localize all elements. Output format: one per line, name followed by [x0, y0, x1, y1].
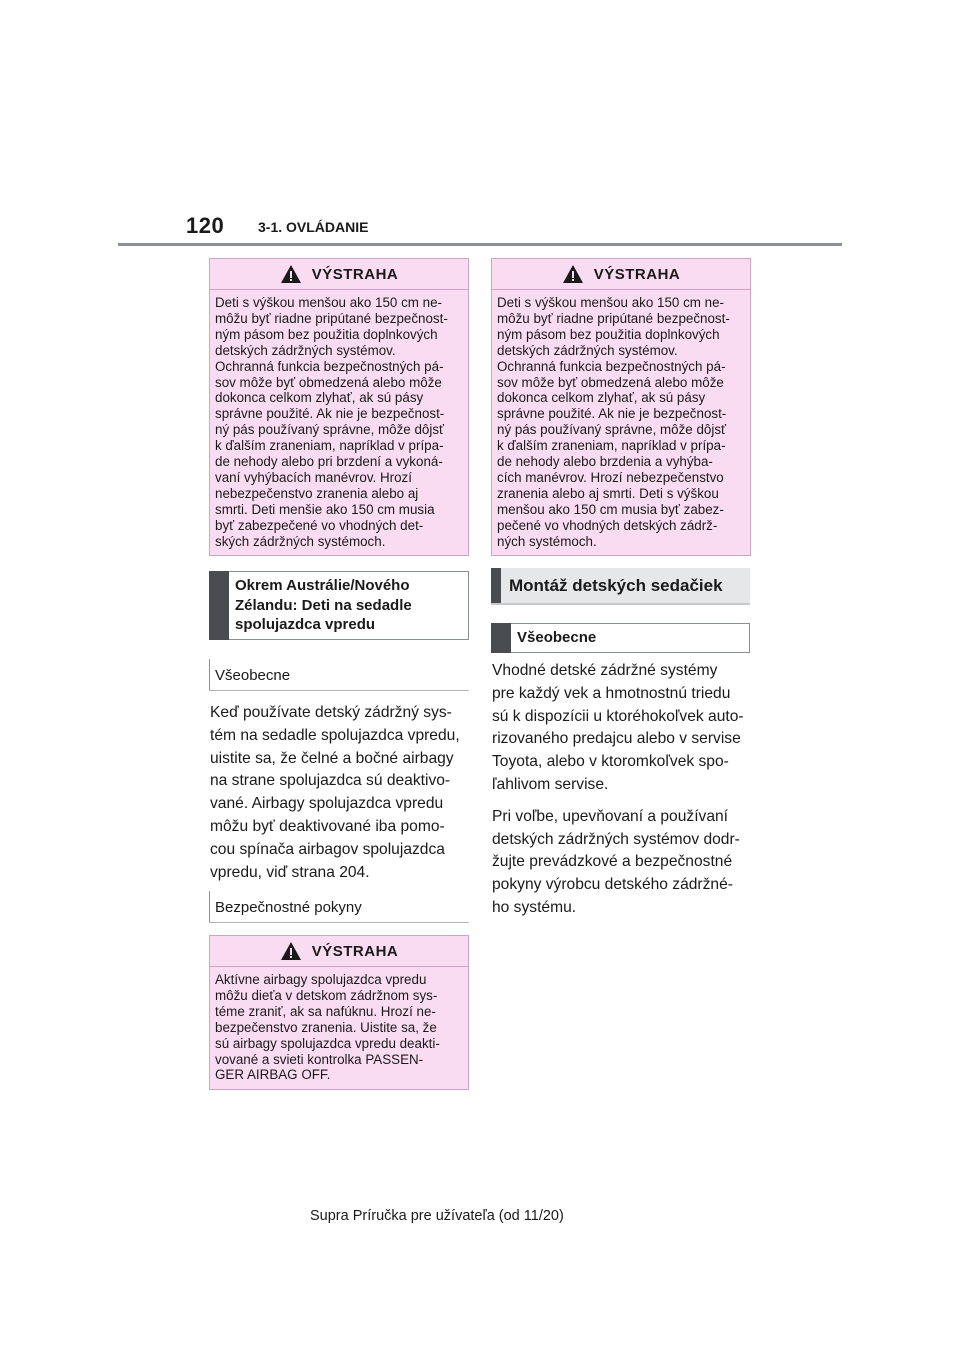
warning-line: Deti s výškou menšou ako 150 cm ne- — [497, 295, 725, 310]
warning-triangle-icon — [280, 264, 302, 284]
warning-line: sú airbagy spolujazdca vpredu deakti- — [215, 1035, 440, 1051]
warning-box-airbag — [209, 935, 469, 1090]
paragraph-child-restraints — [492, 660, 754, 929]
subheading-text: Všeobecne — [517, 629, 597, 647]
warning-line: de nehody alebo brzdenia a vyhýba- — [497, 454, 713, 470]
header-rule — [118, 243, 842, 246]
paragraph-airbags: Keď používate detský zádržný sys- tém na sedadle spolujazdca vpredu, uistite sa, že čelné a bočné airbagy na strane spolujazdca sú deaktivo- vané. Airbagy spolujazdca vpredu môžu byť deaktivované iba pomo- cou spínača airbagov spolujazdca vpredu, viď strana 204. — [210, 704, 460, 881]
warning-line: bezpečenstvo zranenia. Uistite sa, že — [215, 1019, 437, 1035]
warning-header — [210, 936, 468, 967]
warning-line: správne použité. Ak nie je bezpečnost- — [215, 406, 445, 422]
warning-line: k ďalším zraneniam, napríklad v prípa- — [215, 438, 444, 454]
warning-box-child-height — [209, 258, 469, 556]
warning-line: ný pás používaný správne, môže dôjsť — [215, 422, 445, 438]
warning-line: smrti. Deti menšie ako 150 cm musia — [215, 501, 435, 517]
warning-line: k ďalším zraneniam, napríklad v prípa- — [497, 438, 726, 454]
warning-line: dokonca celkom zlyhať, ak sú pásy — [497, 390, 706, 406]
warning-line: Deti s výškou menšou ako 150 cm ne- — [215, 295, 443, 310]
warning-line: vaní vyhýbacích manévrov. Hrozí — [215, 469, 412, 485]
warning-line: menšou ako 150 cm musia byť zabez- — [497, 501, 724, 517]
subheading-general-right — [491, 623, 750, 653]
warning-text — [210, 967, 468, 1089]
warning-line: sov môže byť obmedzená alebo môže — [215, 374, 442, 390]
warning-line: detských zádržných systémov. — [497, 342, 678, 358]
warning-line: môžu dieťa v detskom zádržnom sys- — [215, 987, 438, 1003]
warning-line: ných systémoch. — [497, 533, 597, 549]
subheading-bar — [209, 571, 229, 640]
heading-child-seat-installation — [491, 568, 750, 603]
warning-text — [492, 290, 750, 556]
warning-line: môžu byť riadne pripútané bezpečnost- — [497, 310, 730, 326]
warning-triangle-icon — [280, 941, 302, 961]
warning-line: Aktívne airbagy spolujazdca vpredu — [215, 972, 427, 987]
warning-line: zranenia alebo aj smrti. Deti s výškou — [497, 485, 719, 501]
warning-header — [492, 259, 750, 290]
warning-line: cích manévrov. Hrozí nebezpečenstvo — [497, 469, 724, 485]
subheading-passenger-seat — [209, 571, 469, 640]
subheading-bar — [491, 623, 511, 653]
paragraph-instructions: Pri voľbe, upevňovaní a používaní detských zádržných systémov dodr- žujte prevádzkové a bezpečnostné pokyny výrobcu detského zádržné- ho systému. — [492, 807, 740, 916]
minor-heading-safety: Bezpečnostné pokyny — [209, 891, 469, 923]
warning-line: dokonca celkom zlyhať, ak sú pásy — [215, 390, 424, 406]
subheading-text: Okrem Austrálie/Nového Zélandu: Deti na sedadle spolujazdca vpredu — [235, 577, 412, 634]
warning-text — [210, 290, 468, 556]
page-number: 120 — [186, 213, 225, 238]
warning-title: VÝSTRAHA — [593, 265, 681, 283]
warning-line: byť zabezpečené vo vhodných det- — [215, 517, 424, 533]
warning-line: ným pásom bez použitia doplnkových — [497, 326, 720, 342]
heading-bar — [491, 568, 501, 603]
warning-line: detských zádržných systémov. — [215, 342, 396, 358]
warning-box-child-height-right — [491, 258, 751, 556]
warning-triangle-icon — [562, 264, 584, 284]
warning-line: nebezpečenstvo zranenia alebo aj — [215, 485, 419, 501]
warning-line: vované a svieti kontrolka PASSEN- — [215, 1051, 424, 1067]
warning-line: pečené vo vhodných detských zádrž- — [497, 517, 718, 533]
warning-line: Ochranná funkcia bezpečnostných pá- — [215, 358, 444, 374]
section-title: 3-1. OVLÁDANIE — [258, 219, 369, 235]
warning-line: ný pás používaný správne, môže dôjsť — [497, 422, 727, 438]
warning-line: ným pásom bez použitia doplnkových — [215, 326, 438, 342]
warning-line: téme zraniť, ak sa nafúknu. Hrozí ne- — [215, 1003, 436, 1019]
warning-header — [210, 259, 468, 290]
warning-line: de nehody alebo pri brzdení a vykoná- — [215, 454, 443, 470]
warning-line: GER AIRBAG OFF. — [215, 1067, 331, 1083]
warning-line: sov môže byť obmedzená alebo môže — [497, 374, 724, 390]
warning-title: VÝSTRAHA — [311, 942, 399, 960]
footer-manual-title: Supra Príručka pre užívateľa (od 11/20) — [310, 1208, 564, 1224]
warning-line: ských zádržných systémoch. — [215, 533, 386, 549]
warning-line: správne použité. Ak nie je bezpečnost- — [497, 406, 727, 422]
warning-line: môžu byť riadne pripútané bezpečnost- — [215, 310, 448, 326]
paragraph-availability: Vhodné detské zádržné systémy pre každý vek a hmotnostnú triedu sú k dispozícii u ktoréhokoľvek auto- rizovaného predajcu alebo v servise Toyota, alebo v ktoromkoľvek spo- ľahlivom servise. — [492, 662, 744, 793]
minor-heading-general: Všeobecne — [209, 659, 469, 691]
heading-text: Montáž detských sedačiek — [509, 575, 723, 595]
warning-line: Ochranná funkcia bezpečnostných pá- — [497, 358, 726, 374]
warning-title: VÝSTRAHA — [311, 265, 399, 283]
